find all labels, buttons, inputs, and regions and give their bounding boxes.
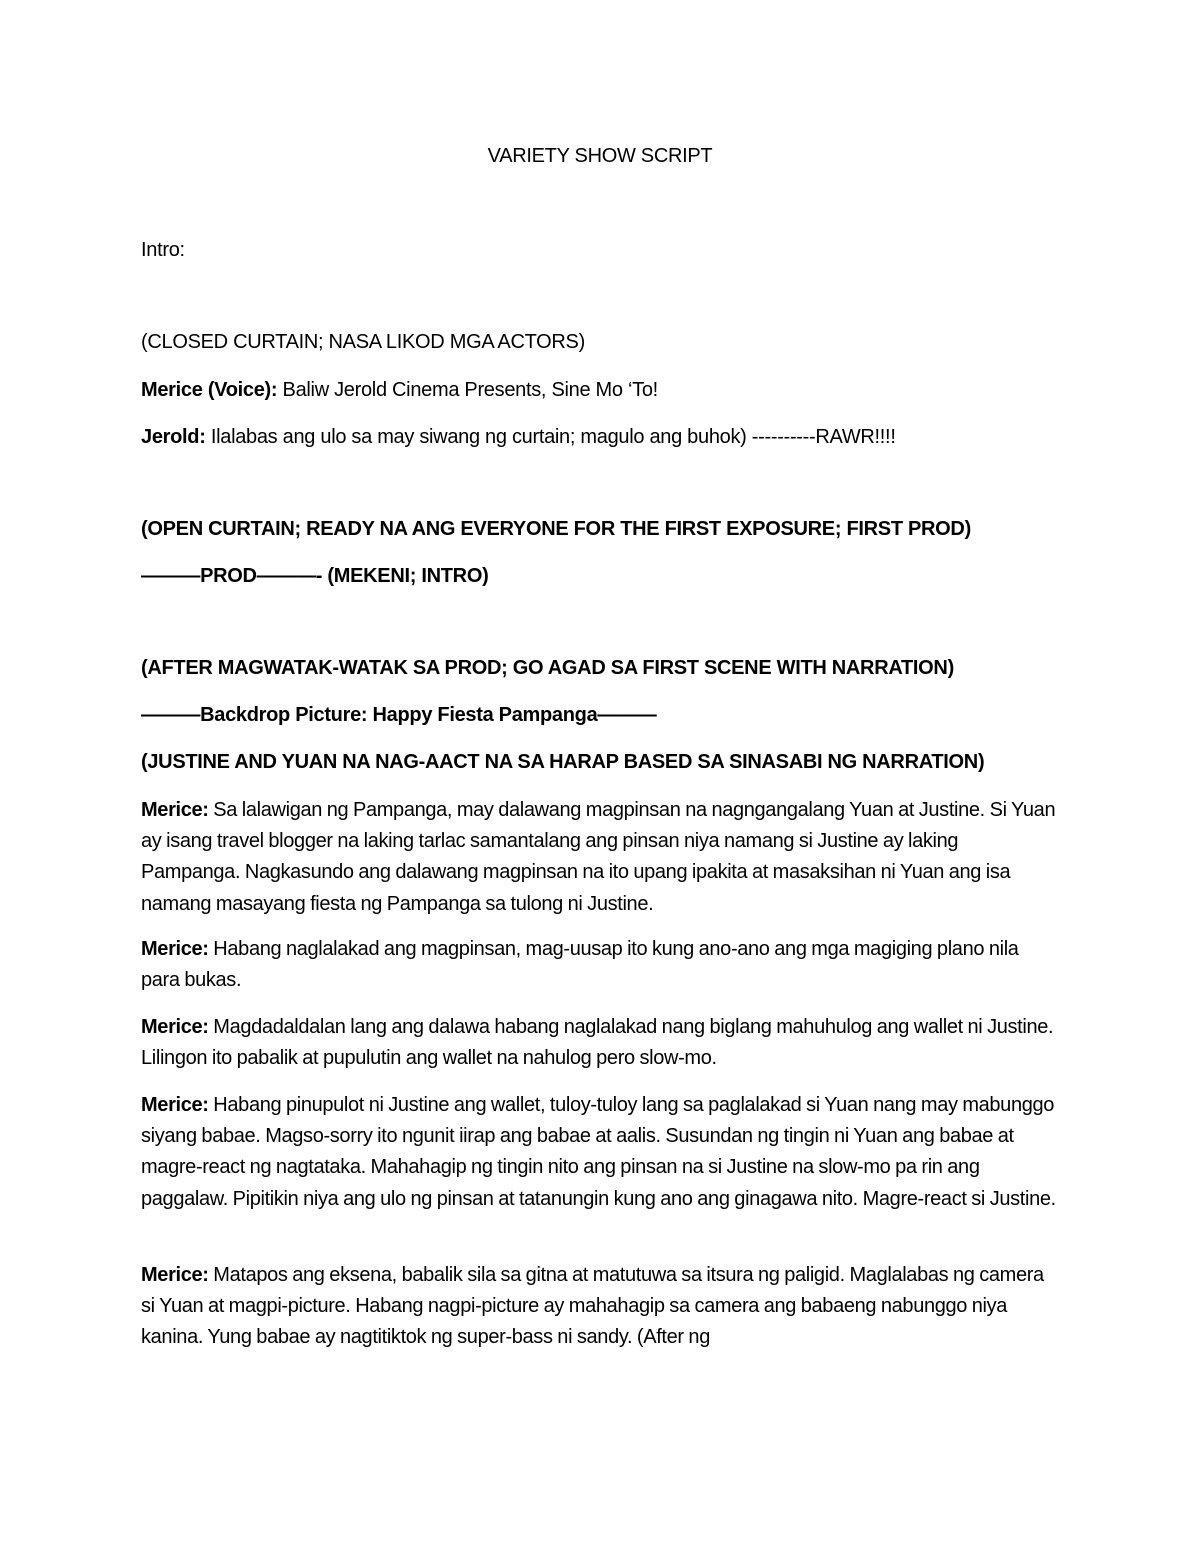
- speaker-name: Merice:: [141, 1016, 209, 1038]
- dialogue-merice-voice: [141, 375, 1071, 406]
- narration-paragraph: [141, 1012, 1061, 1074]
- narration-paragraph: [141, 1090, 1061, 1215]
- stage-direction-prod: ———PROD———- (MEKENI; INTRO): [141, 565, 489, 587]
- stage-direction-justine-yuan: (JUSTINE AND YUAN NA NAG-AACT NA SA HARAP BASED SA SINASABI NG NARRATION): [141, 751, 985, 773]
- stage-direction-open-curtain: (OPEN CURTAIN; READY NA ANG EVERYONE FOR THE FIRST EXPOSURE; FIRST PROD): [141, 518, 971, 540]
- narration-paragraph: [141, 1260, 1061, 1354]
- speaker-name: Merice:: [141, 938, 209, 960]
- dialogue-text: Ilalabas ang ulo sa may siwang ng curtain; magulo ang buhok) ----------RAWR!!!!: [205, 426, 896, 448]
- speaker-name: Jerold:: [141, 426, 206, 448]
- stage-direction-closed-curtain: (CLOSED CURTAIN; NASA LIKOD MGA ACTORS): [141, 331, 585, 353]
- speaker-name: Merice:: [141, 1094, 209, 1116]
- narration-text: Matapos ang eksena, babalik sila sa gitna at matutuwa sa itsura ng paligid. Maglalabas ng camera si Yuan at magpi-picture. Habang nagpi-picture ay mahahagip sa camera ang babaeng nabunggo niya kanina. Yung babae ay nagtitiktok ng super-bass ni sandy. (After ng: [141, 1264, 1044, 1349]
- document-title: VARIETY SHOW SCRIPT: [487, 145, 713, 167]
- speaker-name: Merice:: [141, 1264, 209, 1286]
- narration-text: Magdadaldalan lang ang dalawa habang naglalakad nang biglang mahuhulog ang wallet ni Justine. Lilingon ito pabalik at pupulutin ang wallet na nahulog pero slow-mo.: [141, 1016, 1054, 1070]
- narration-text: Sa lalawigan ng Pampanga, may dalawang magpinsan na nagngangalang Yuan at Justine. Si Yuan ay isang travel blogger na laking tarlac samantalang ang pinsan niya namang si Justine ay laking Pampanga. Nagkasundo ang dalawang magpinsan na ito upang ipakita at masaksihan ni Yuan ang isa namang masayang fiesta ng Pampanga sa tulong ni Justine.: [141, 799, 1056, 915]
- speaker-name: Merice (Voice):: [141, 379, 278, 401]
- stage-direction-backdrop: ———Backdrop Picture: Happy Fiesta Pampanga———: [141, 704, 657, 726]
- narration-text: Habang naglalakad ang magpinsan, mag-uusap ito kung ano-ano ang mga magiging plano nila para bukas.: [141, 938, 1019, 992]
- narration-paragraph: [141, 795, 1061, 920]
- narration-paragraph: [141, 934, 1061, 996]
- speaker-name: Merice:: [141, 799, 209, 821]
- intro-label: Intro:: [141, 239, 185, 261]
- dialogue-jerold: [141, 422, 1071, 453]
- dialogue-text: Baliw Jerold Cinema Presents, Sine Mo ‘To!: [277, 379, 658, 401]
- stage-direction-after-prod: (AFTER MAGWATAK-WATAK SA PROD; GO AGAD SA FIRST SCENE WITH NARRATION): [141, 657, 954, 679]
- narration-text: Habang pinupulot ni Justine ang wallet, tuloy-tuloy lang sa paglalakad si Yuan nang may mabunggo siyang babae. Magso-sorry ito ngunit iirap ang babae at aalis. Susundan ng tingin ni Yuan ang babae at magre-react ng nagtataka. Mahahagip ng tingin nito ang pinsan na si Justine na slow-mo pa rin ang paggalaw. Pipitikin niya ang ulo ng pinsan at tatanungin kung ano ang ginagawa nito. Magre-react si Justine.: [141, 1094, 1056, 1210]
